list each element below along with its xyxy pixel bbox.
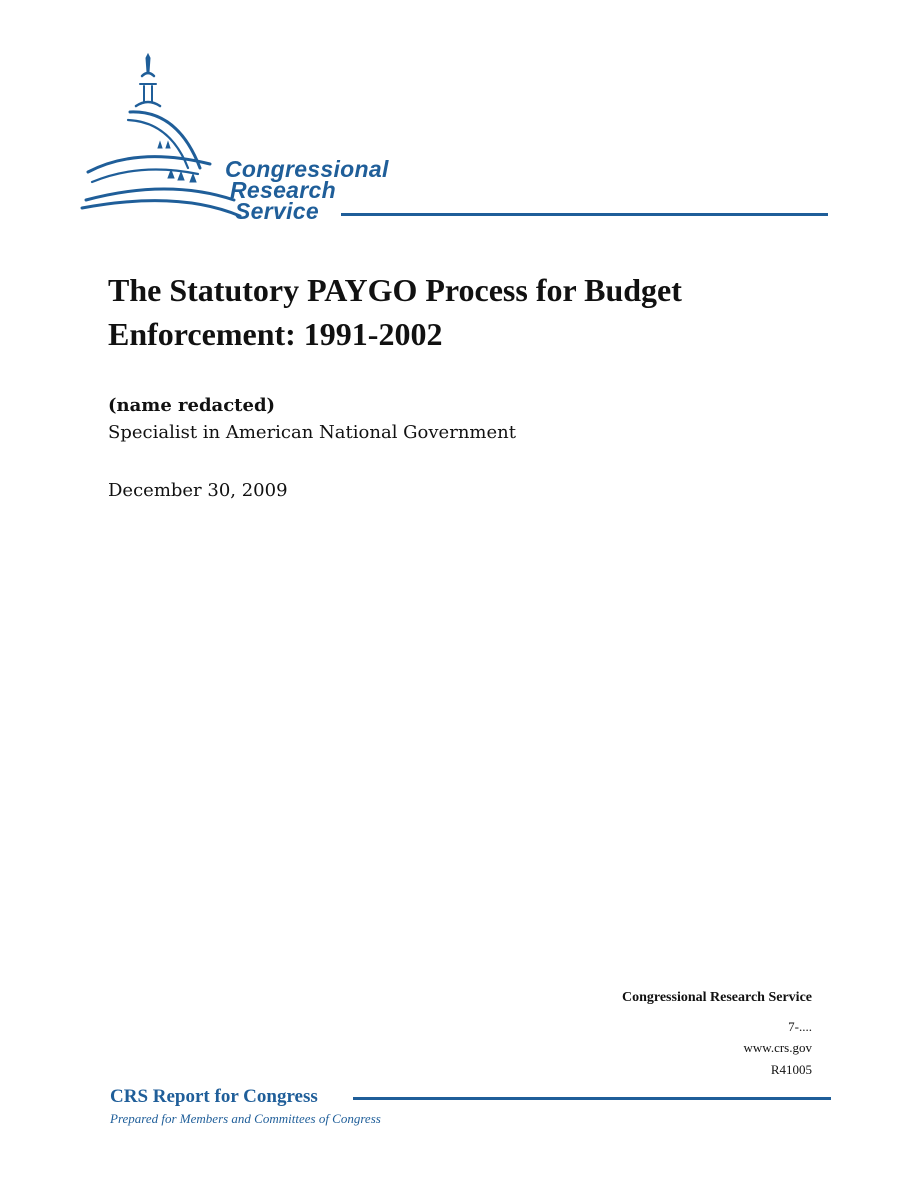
logo-text-research: Research <box>230 177 336 203</box>
author-position: Specialist in American National Government <box>108 422 516 443</box>
logo-text-congressional: Congressional <box>225 156 389 182</box>
logo-text-service: Service <box>235 198 319 224</box>
footer-subtitle: Prepared for Members and Committees of Congress <box>110 1111 381 1126</box>
author-name: (name redacted) <box>108 395 276 416</box>
website-link[interactable]: www.crs.gov <box>743 1040 812 1055</box>
footer-title: CRS Report for Congress <box>110 1086 318 1107</box>
organization-name: Congressional Research Service <box>621 990 812 1005</box>
footer-divider <box>353 1097 831 1100</box>
report-code: 7-.... <box>788 1019 812 1034</box>
report-title: The Statutory PAYGO Process for Budget Enforcement: 1991-2002 <box>108 272 682 352</box>
report-date: December 30, 2009 <box>108 480 288 501</box>
report-number: R41005 <box>770 1062 812 1077</box>
crs-logo <box>78 50 830 225</box>
logo-divider <box>341 213 828 216</box>
